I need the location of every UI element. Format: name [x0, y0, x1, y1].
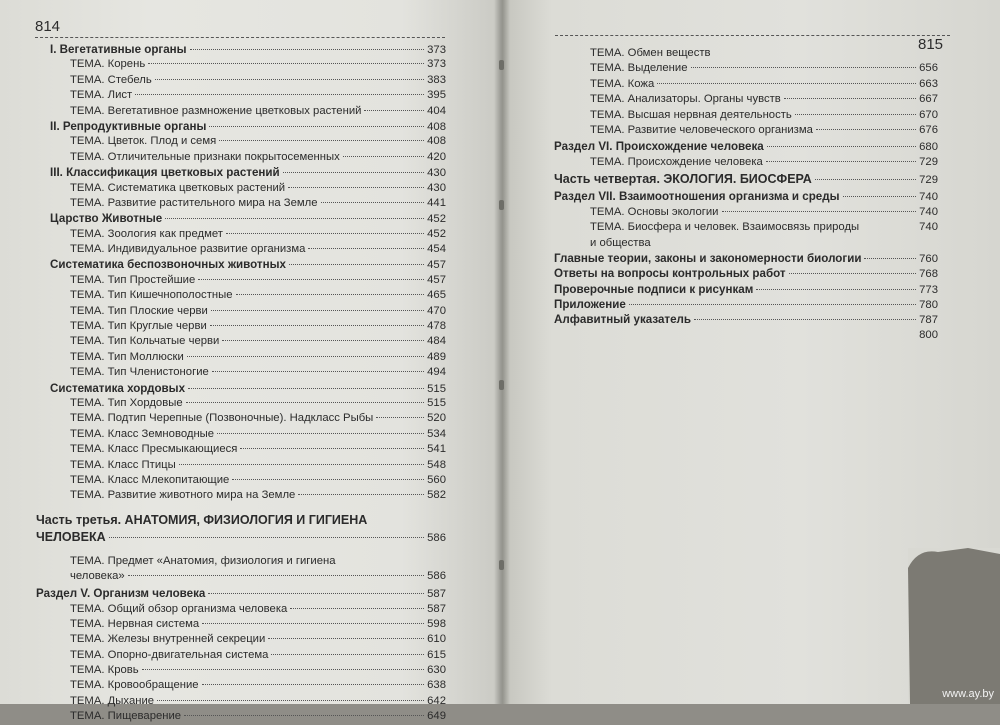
toc-entry-title: ТЕМА. Тип Кишечнополостные	[70, 289, 233, 302]
toc-entry	[36, 411, 446, 426]
toc-entry	[36, 227, 446, 242]
toc-entry	[36, 442, 446, 457]
toc-entry	[36, 504, 446, 512]
right-page-number: 815	[918, 36, 944, 53]
toc-entry-page: 663	[919, 77, 938, 90]
dot-leader	[165, 218, 424, 219]
header-rule	[555, 35, 950, 36]
dot-leader	[210, 325, 424, 326]
toc-entry-page: 470	[427, 304, 446, 317]
toc-entry	[36, 319, 446, 334]
toc-entry-title: III. Классификация цветковых растений	[50, 166, 280, 180]
toc-entry-page: 615	[427, 648, 446, 661]
toc-entry	[36, 88, 446, 103]
toc-entry-page: 610	[427, 633, 446, 646]
toc-entry-title: I. Вегетативные органы	[50, 43, 187, 56]
dot-leader	[190, 49, 425, 50]
toc-entry-page: 383	[427, 73, 446, 86]
toc-entry	[36, 569, 446, 584]
toc-entry-page: 729	[919, 156, 938, 169]
toc-entry-title: ТЕМА. Тип Простейшие	[70, 273, 196, 286]
toc-entry	[554, 205, 938, 220]
dot-leader	[343, 156, 424, 157]
toc-entry-page: 768	[919, 268, 938, 281]
toc-entry-title: ТЕМА. Кровь	[70, 664, 139, 677]
dot-leader	[364, 110, 424, 111]
torn-page-corner	[908, 548, 1000, 704]
dot-leader	[222, 340, 424, 341]
dot-leader	[208, 593, 424, 594]
toc-entry-page: 760	[919, 252, 938, 265]
toc-entry-title: Раздел V. Организм человека	[36, 586, 206, 600]
toc-entry-title: ТЕМА. Тип Плоские черви	[70, 304, 208, 317]
toc-entry	[36, 350, 446, 365]
toc-entry-title: ТЕМА. Высшая нервная деятельность	[590, 108, 792, 121]
dot-leader	[271, 654, 424, 655]
dot-leader	[226, 233, 424, 234]
dot-leader	[289, 264, 424, 265]
toc-entry	[36, 257, 446, 272]
dot-leader	[843, 196, 917, 197]
toc-entry	[36, 57, 446, 72]
toc-entry	[554, 171, 938, 188]
toc-entry-page: 478	[427, 320, 446, 333]
toc-entry-title: ТЕМА. Класс Пресмыкающиеся	[70, 443, 238, 456]
toc-entry-title: ТЕМА. Общий обзор организма человека	[70, 602, 288, 615]
dot-leader	[722, 211, 917, 212]
dot-leader	[767, 146, 916, 147]
toc-entry-title: ТЕМА. Тип Членистоногие	[70, 366, 209, 379]
toc-entry	[36, 242, 446, 257]
dot-leader	[198, 279, 424, 280]
toc-entry	[36, 617, 446, 632]
toc-entry	[36, 150, 446, 165]
toc-entry-title: ТЕМА. Лист	[70, 89, 133, 102]
toc-entry-title: ЧЕЛОВЕКА	[36, 529, 106, 544]
toc-entry-page: 430	[427, 181, 446, 194]
dot-leader	[815, 179, 916, 180]
toc-entry-title: ТЕМА. Тип Моллюски	[70, 350, 184, 363]
dot-leader	[308, 248, 424, 249]
toc-entry-page: 515	[427, 396, 446, 409]
toc-entry	[36, 42, 446, 57]
toc-entry-title: ТЕМА. Опорно-двигательная система	[70, 648, 269, 661]
dot-leader	[184, 715, 424, 716]
dot-leader	[268, 638, 424, 639]
toc-entry	[36, 134, 446, 149]
toc-entry-title: ТЕМА. Подтип Черепные (Позвоночные). Надкласс Рыбы	[70, 412, 374, 425]
toc-entry-title: ТЕМА. Развитие растительного мира на Земле	[70, 196, 318, 209]
toc-entry-page: 489	[427, 350, 446, 363]
toc-entry	[36, 585, 446, 602]
toc-entry	[36, 473, 446, 488]
toc-entry-title: ТЕМА. Вегетативное размножение цветковых растений	[70, 104, 362, 117]
toc-entry	[36, 104, 446, 119]
dot-leader	[236, 294, 425, 295]
toc-entry	[554, 138, 938, 155]
toc-entry-page: 541	[427, 443, 446, 456]
toc-entry-page: 638	[427, 679, 446, 692]
toc-entry	[36, 512, 446, 529]
toc-entry-title: и общества	[590, 236, 651, 249]
toc-entry-page: 630	[427, 664, 446, 677]
toc-entry-page: 800	[919, 328, 938, 341]
toc-entry-page: 420	[427, 150, 446, 163]
toc-entry-title: ТЕМА. Зоология как предмет	[70, 227, 223, 240]
toc-entry-page: 441	[427, 196, 446, 209]
toc-entry	[36, 181, 446, 196]
toc-entry-title: Раздел VI. Происхождение человека	[554, 140, 764, 154]
toc-entry	[554, 92, 938, 107]
dot-leader	[232, 479, 424, 480]
toc-entry-title: Алфавитный указатель	[554, 313, 692, 327]
dot-leader	[784, 98, 916, 99]
toc-entry	[554, 297, 938, 312]
toc-entry-page: 404	[427, 104, 446, 117]
toc-entry-page: 454	[427, 243, 446, 256]
dot-leader	[283, 172, 424, 173]
toc-entry	[36, 663, 446, 678]
toc-entry-title: Раздел VII. Взаимоотношения организма и среды	[554, 189, 840, 203]
toc-entry	[554, 251, 938, 266]
toc-entry-title: II. Репродуктивные органы	[50, 119, 207, 133]
toc-entry-page: 452	[427, 213, 446, 226]
toc-entry-title: Систематика беспозвоночных животных	[50, 258, 286, 272]
toc-entry-page: 667	[919, 93, 938, 106]
left-page-number: 814	[35, 18, 61, 35]
toc-entry	[36, 678, 446, 693]
toc-entry	[36, 488, 446, 503]
toc-entry-title: ТЕМА. Развитие животного мира на Земле	[70, 489, 296, 502]
toc-entry-page: 457	[427, 259, 446, 272]
dot-leader	[657, 83, 916, 84]
toc-entry-title: Часть четвертая. ЭКОЛОГИЯ. БИОСФЕРА	[554, 171, 812, 186]
dot-leader	[109, 537, 425, 538]
dot-leader	[795, 114, 916, 115]
toc-entry	[36, 288, 446, 303]
binding-stitch	[499, 560, 504, 570]
toc-entry	[36, 529, 446, 546]
toc-entry-page: 740	[919, 221, 938, 234]
dot-leader	[211, 310, 424, 311]
dot-leader	[766, 161, 916, 162]
toc-entry	[36, 396, 446, 411]
toc-entry-title: ТЕМА. Тип Хордовые	[70, 396, 183, 409]
dot-leader	[209, 126, 424, 127]
right-toc	[554, 46, 938, 343]
toc-entry-page: 740	[919, 190, 938, 203]
dot-leader	[202, 684, 425, 685]
dot-leader	[202, 623, 424, 624]
toc-entry	[554, 155, 938, 170]
toc-entry	[36, 273, 446, 288]
toc-entry-page: 598	[427, 617, 446, 630]
toc-entry-title: человека»	[70, 570, 125, 583]
watermark: www.ay.by	[942, 688, 994, 700]
toc-entry	[36, 196, 446, 211]
dot-leader	[219, 140, 424, 141]
toc-entry-page: 560	[427, 473, 446, 486]
dot-leader	[155, 79, 424, 80]
dot-leader	[135, 94, 424, 95]
toc-entry-title: ТЕМА. Основы экологии	[590, 205, 719, 218]
toc-entry-title: ТЕМА. Предмет «Анатомия, физиология и гигиена	[70, 554, 336, 567]
toc-entry	[36, 211, 446, 226]
toc-entry-title: ТЕМА. Железы внутренней секреции	[70, 633, 266, 646]
toc-entry-page: 670	[919, 108, 938, 121]
toc-entry	[554, 188, 938, 205]
toc-entry-title: ТЕМА. Обмен веществ	[590, 47, 711, 59]
toc-entry	[36, 546, 446, 554]
toc-entry-title: Приложение	[554, 298, 626, 312]
toc-entry	[36, 602, 446, 617]
dot-leader	[376, 417, 424, 418]
dot-leader	[756, 289, 916, 290]
dot-leader	[789, 273, 917, 274]
toc-entry-page: 586	[427, 531, 446, 544]
dot-leader	[142, 669, 424, 670]
dot-leader	[816, 129, 916, 130]
dot-leader	[290, 608, 424, 609]
toc-entry	[554, 46, 938, 61]
toc-entry-title: ТЕМА. Индивидуальное развитие организма	[70, 243, 306, 256]
toc-entry-page: 373	[427, 44, 446, 56]
toc-entry	[36, 427, 446, 442]
toc-entry-page: 676	[919, 123, 938, 136]
toc-entry	[36, 554, 446, 569]
toc-entry-page: 587	[427, 602, 446, 615]
dot-leader	[694, 319, 916, 320]
toc-entry-title: ТЕМА. Стебель	[70, 73, 152, 86]
toc-entry-title: ТЕМА. Выделение	[590, 62, 688, 75]
dot-leader	[187, 356, 424, 357]
toc-entry	[36, 458, 446, 473]
toc-entry-page: 582	[427, 489, 446, 502]
toc-entry-title: ТЕМА. Корень	[70, 58, 146, 71]
toc-entry-title: ТЕМА. Пищеварение	[70, 710, 182, 723]
toc-entry	[36, 709, 446, 724]
dot-leader	[157, 700, 424, 701]
toc-entry-title: ТЕМА. Класс Земноводные	[70, 427, 215, 440]
toc-entry	[554, 108, 938, 123]
toc-entry	[36, 381, 446, 396]
toc-entry-page: 740	[919, 205, 938, 218]
book-gutter	[494, 0, 510, 704]
toc-entry	[36, 165, 446, 180]
toc-entry-page: 408	[427, 120, 446, 133]
toc-entry-title: Проверочные подписи к рисункам	[554, 282, 754, 296]
toc-entry-title: Часть третья. АНАТОМИЯ, ФИЗИОЛОГИЯ И ГИГИЕНА	[36, 512, 368, 527]
binding-stitch	[499, 380, 504, 390]
toc-entry	[36, 304, 446, 319]
dot-leader	[148, 63, 424, 64]
toc-entry	[36, 119, 446, 134]
dot-leader	[212, 371, 424, 372]
toc-entry	[36, 334, 446, 349]
dot-leader	[864, 258, 916, 259]
toc-entry-page: 373	[427, 58, 446, 71]
binding-stitch	[499, 60, 504, 70]
dot-leader	[629, 304, 916, 305]
toc-entry-page: 395	[427, 89, 446, 102]
toc-entry-page: 465	[427, 289, 446, 302]
toc-entry-title: ТЕМА. Кровообращение	[70, 679, 199, 692]
dot-leader	[288, 187, 424, 188]
toc-entry-page: 780	[919, 299, 938, 312]
toc-entry	[554, 266, 938, 281]
toc-entry-page: 457	[427, 273, 446, 286]
toc-entry-page: 520	[427, 412, 446, 425]
toc-entry-page: 649	[427, 710, 446, 723]
toc-entry	[554, 282, 938, 297]
toc-entry-page: 642	[427, 694, 446, 707]
dot-leader	[186, 402, 425, 403]
toc-entry-page: 484	[427, 335, 446, 348]
toc-entry-title: ТЕМА. Происхождение человека	[590, 156, 763, 169]
toc-entry	[554, 77, 938, 92]
toc-entry-title: ТЕМА. Класс Птицы	[70, 458, 176, 471]
toc-entry-page: 548	[427, 458, 446, 471]
toc-entry	[36, 648, 446, 663]
toc-entry-page: 534	[427, 427, 446, 440]
dot-leader	[321, 202, 425, 203]
toc-entry-title: ТЕМА. Нервная система	[70, 617, 200, 630]
dot-leader	[298, 494, 424, 495]
binding-stitch	[499, 200, 504, 210]
toc-entry-title: Царство Животные	[50, 212, 163, 226]
toc-entry-title: ТЕМА. Систематика цветковых растений	[70, 181, 286, 194]
toc-entry-page: 773	[919, 283, 938, 296]
toc-entry-title: ТЕМА. Развитие человеческого организма	[590, 123, 813, 136]
toc-entry-title: Ответы на вопросы контрольных работ	[554, 267, 786, 281]
dot-leader	[128, 575, 424, 576]
toc-entry-page: 430	[427, 167, 446, 180]
toc-entry	[554, 236, 938, 251]
toc-entry-title: ТЕМА. Анализаторы. Органы чувств	[590, 93, 781, 106]
toc-entry-page: 787	[919, 314, 938, 327]
toc-entry-title: ТЕМА. Тип Круглые черви	[70, 320, 207, 333]
toc-entry-page: 408	[427, 135, 446, 148]
dot-leader	[217, 433, 424, 434]
toc-entry-title: ТЕМА. Цветок. Плод и семя	[70, 135, 217, 148]
toc-entry-page: 729	[919, 173, 938, 186]
toc-entry	[554, 220, 938, 235]
toc-entry-title: ТЕМА. Биосфера и человек. Взаимосвязь природы	[590, 221, 860, 234]
toc-entry	[554, 123, 938, 138]
toc-entry	[554, 61, 938, 76]
dot-leader	[240, 448, 424, 449]
toc-entry-title: ТЕМА. Отличительные признаки покрытосеменных	[70, 150, 340, 163]
left-toc	[36, 42, 446, 725]
header-rule	[35, 37, 445, 38]
dot-leader	[691, 67, 917, 68]
toc-entry-page: 656	[919, 62, 938, 75]
toc-entry-title: ТЕМА. Класс Млекопитающие	[70, 473, 230, 486]
toc-entry	[36, 632, 446, 647]
toc-entry	[36, 365, 446, 380]
toc-entry	[554, 328, 938, 343]
toc-entry	[36, 73, 446, 88]
dot-leader	[179, 464, 424, 465]
toc-entry-title: Систематика хордовых	[50, 381, 186, 395]
toc-entry-page: 515	[427, 382, 446, 395]
toc-entry	[554, 312, 938, 327]
toc-entry-title: ТЕМА. Кожа	[590, 77, 655, 90]
toc-entry	[36, 694, 446, 709]
toc-entry-title: ТЕМА. Тип Кольчатые черви	[70, 335, 220, 348]
toc-entry-page: 586	[427, 570, 446, 583]
dot-leader	[188, 388, 424, 389]
toc-entry-title: Главные теории, законы и закономерности биологии	[554, 251, 862, 265]
toc-entry-title: ТЕМА. Дыхание	[70, 694, 155, 707]
toc-entry-page: 587	[427, 587, 446, 600]
toc-entry-page: 494	[427, 366, 446, 379]
toc-entry-page: 452	[427, 227, 446, 240]
toc-entry-page: 680	[919, 141, 938, 154]
